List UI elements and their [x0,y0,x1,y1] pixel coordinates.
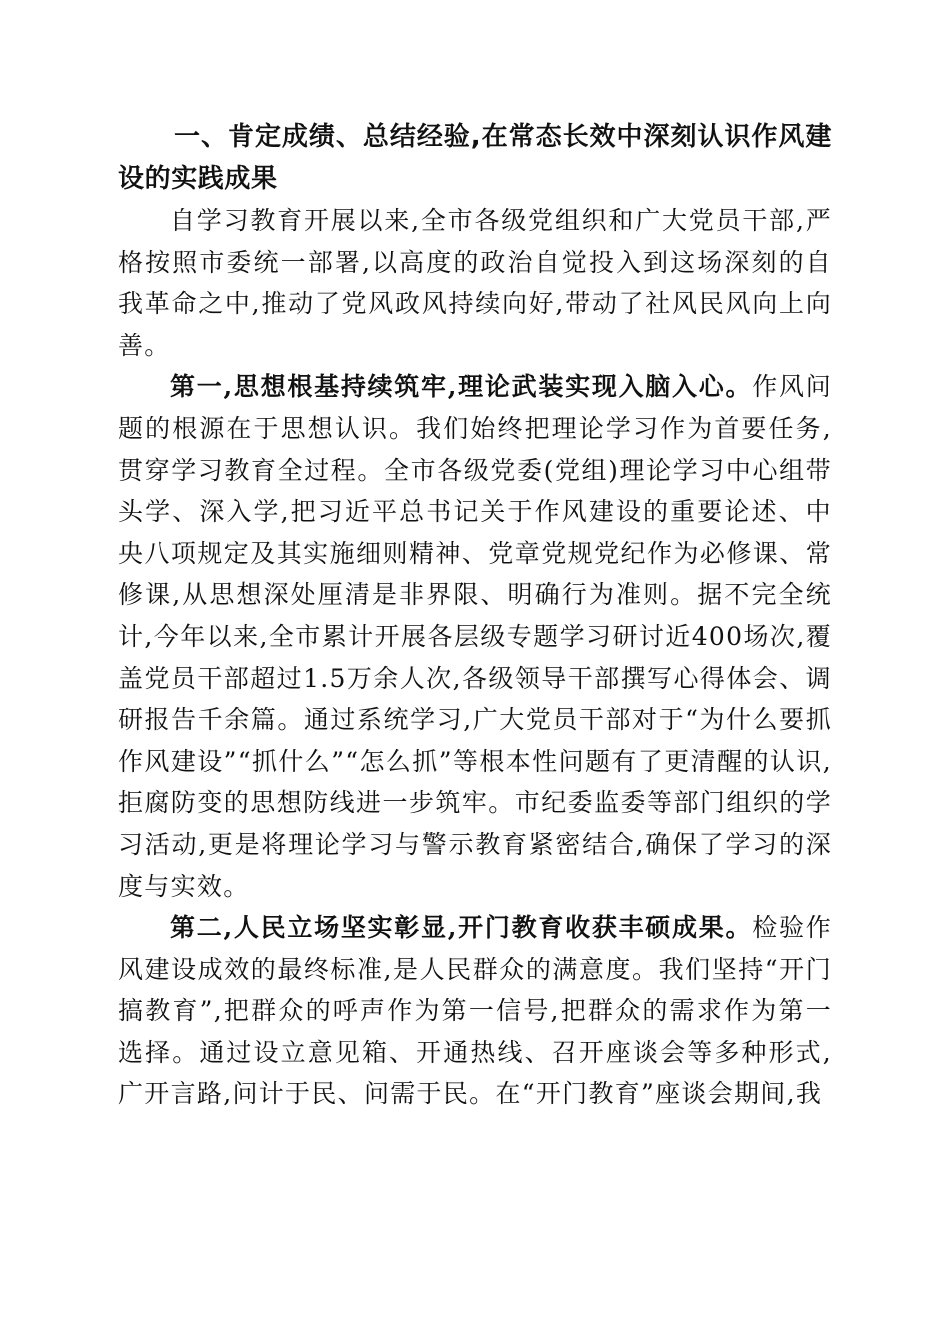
section-heading: 一、肯定成绩、总结经验,在常态长效中深刻认识作风建设的实践成果 [118,122,832,194]
intro-paragraph: 自学习教育开展以来,全市各级党组织和广大党员干部,严格按照市委统一部署,以高度的政治自觉投入到这场深刻的自我革命之中,推动了党风政风持续向好,带动了社风民风向上向善。 [118,206,832,360]
document-body [118,116,832,1115]
paragraph-second-point [118,907,832,1115]
paragraph-lead: 第二,人民立场坚实彰显,开门教育收获丰硕成果。 [170,913,753,943]
paragraph-first-point [118,366,832,907]
paragraph-body: 检验作风建设成效的最终标准,是人民群众的满意度。我们坚持“开门搞教育”,把群众的呼声作为第一信号,把群众的需求作为第一选择。通过设立意见箱、开通热线、召开座谈会等多种形式,广开言路,问计于民、问需于民。在“开门教育”座谈会期间,我 [118,913,832,1109]
paragraph-body: 作风问题的根源在于思想认识。我们始终把理论学习作为首要任务,贯穿学习教育全过程。全市各级党委(党组)理论学习中心组带头学、深入学,把习近平总书记关于作风建设的重要论述、中央八项规定及其实施细则精神、党章党规党纪作为必修课、常修课,从思想深处厘清是非界限、明确行为准则。据不完全统计,今年以来,全市累计开展各层级专题学习研讨近400场次,覆盖党员干部超过1.5万余人次,各级领导干部撰写心得体会、调研报告千余篇。通过系统学习,广大党员干部对于“为什么要抓作风建设”“抓什么”“怎么抓”等根本性问题有了更清醒的认识,拒腐防变的思想防线进一步筑牢。市纪委监委等部门组织的学习活动,更是将理论学习与警示教育紧密结合,确保了学习的深度与实效。 [118,372,832,901]
paragraph-lead: 第一,思想根基持续筑牢,理论武装实现入脑入心。 [170,372,753,402]
